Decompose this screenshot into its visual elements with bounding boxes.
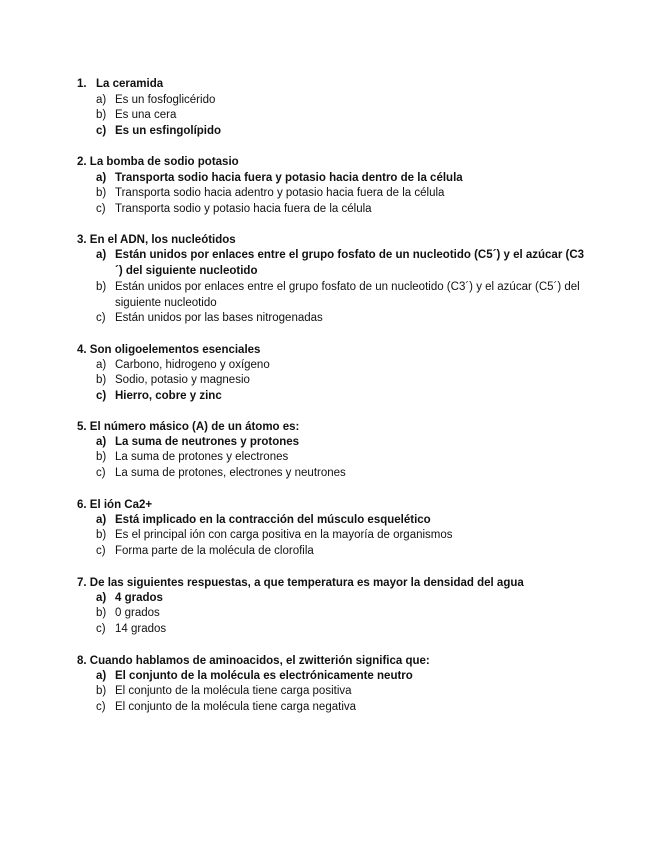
option-letter: c) [96, 701, 106, 713]
option-letter: a) [96, 359, 107, 371]
question-title [77, 419, 299, 435]
question-number: 2. [77, 156, 87, 168]
question-text: El número másico (A) de un átomo es: [89, 421, 300, 433]
option-letter: b) [96, 685, 107, 697]
question-text: En el ADN, los nucleótidos [89, 234, 236, 246]
option-text: Está implicado en la contracción del músculo esquelético [115, 514, 431, 526]
option-text: Transporta sodio hacia fuera y potasio hacia dentro de la célula [115, 172, 463, 184]
question-text: Cuando hablamos de aminoacidos, el zwitterión significa que: [89, 655, 430, 667]
option-text: 4 grados [115, 592, 163, 604]
question-number: 4. [77, 344, 87, 356]
option-letter: a) [96, 514, 107, 526]
option-letter: a) [96, 670, 107, 682]
option-text: Carbono, hidrogeno y oxígeno [115, 359, 270, 371]
question-title [77, 154, 239, 170]
option-text: La suma de protones, electrones y neutrones [115, 467, 346, 479]
question-text: La ceramida [96, 78, 164, 90]
option-text: La suma de protones y electrones [115, 451, 289, 463]
question-title [77, 497, 152, 513]
option-letter: c) [96, 203, 106, 215]
option-text: 0 grados [115, 607, 160, 619]
option-letter: b) [96, 281, 107, 293]
option-text: La suma de neutrones y protones [115, 436, 300, 448]
question-number: 3. [77, 234, 87, 246]
question-text: El ión Ca2+ [89, 499, 153, 511]
question-text: De las siguientes respuestas, a que temperatura es mayor la densidad del agua [89, 577, 524, 589]
option-letter: c) [96, 467, 106, 479]
option-text: Están unidos por enlaces entre el grupo fosfato de un nucleotido (C3´) y el azúcar (C5´) del siguiente nucleotido [115, 281, 580, 309]
option-text: Es un fosfoglicérido [115, 94, 216, 106]
option-text: Transporta sodio hacia adentro y potasio hacia fuera de la célula [115, 187, 445, 199]
option-text: Es una cera [115, 109, 177, 121]
option-letter: a) [96, 94, 107, 106]
question-number: 5. [77, 421, 87, 433]
option-letter: b) [96, 607, 107, 619]
option-text: Hierro, cobre y zinc [115, 390, 222, 402]
option-text: Sodio, potasio y magnesio [115, 374, 250, 386]
question-number: 1. [77, 78, 87, 90]
question-title [77, 232, 236, 248]
option-letter: c) [96, 312, 106, 324]
option-letter: b) [96, 529, 107, 541]
option-text: Es el principal ión con carga positiva en la mayoría de organismos [115, 529, 453, 541]
option-letter: a) [96, 592, 107, 604]
option-letter: c) [96, 125, 107, 137]
option-letter: c) [96, 545, 106, 557]
option-text: Transporta sodio y potasio hacia fuera de la célula [115, 203, 372, 215]
question-title [77, 342, 260, 358]
question-number: 7. [77, 577, 87, 589]
option-letter: b) [96, 374, 107, 386]
option-letter: a) [96, 249, 107, 261]
option-letter: c) [96, 623, 106, 635]
question-title [77, 575, 524, 591]
option-text: Están unidos por enlaces entre el grupo fosfato de un nucleotido (C5´) y el azúcar (C3´) del siguiente nucleotido [115, 249, 585, 277]
option-text: Están unidos por las bases nitrogenadas [115, 312, 323, 324]
question-text: Son oligoelementos esenciales [89, 344, 261, 356]
question-title [77, 653, 430, 669]
option-letter: b) [96, 187, 107, 199]
option-letter: b) [96, 109, 107, 121]
option-letter: a) [96, 172, 107, 184]
option-text: Forma parte de la molécula de clorofila [115, 545, 314, 557]
option-letter: c) [96, 390, 107, 402]
option-text: El conjunto de la molécula tiene carga positiva [115, 685, 352, 697]
option-text: Es un esfingolípido [115, 125, 222, 137]
question-title [77, 76, 163, 92]
option-letter: a) [96, 436, 107, 448]
option-letter: b) [96, 451, 107, 463]
option-text: 14 grados [115, 623, 167, 635]
question-number: 8. [77, 655, 87, 667]
question-text: La bomba de sodio potasio [89, 156, 239, 168]
option-text: El conjunto de la molécula tiene carga negativa [115, 701, 357, 713]
question-number: 6. [77, 499, 87, 511]
option-text: El conjunto de la molécula es electrónicamente neutro [115, 670, 413, 682]
